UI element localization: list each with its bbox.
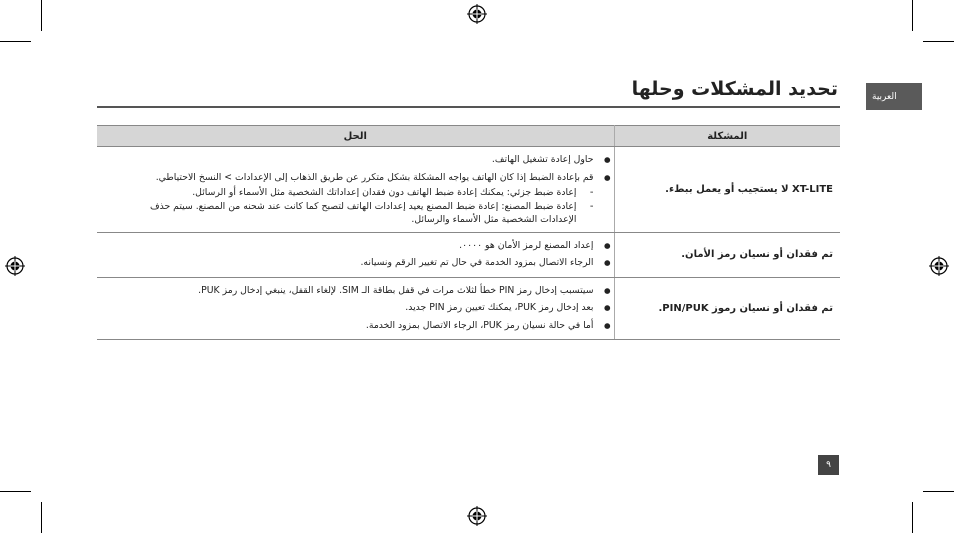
solution-cell xyxy=(97,232,614,277)
solution-list xyxy=(97,278,614,340)
crop-mark xyxy=(912,502,913,533)
list-item: ● بعد إدخال رمز PUK، يمكنك تعيين رمز PIN جديد. xyxy=(103,299,594,317)
table-row xyxy=(97,232,840,277)
solution-list xyxy=(97,147,614,232)
page-title: تحديد المشكلات وحلها xyxy=(631,78,838,100)
problem-cell: تم فقدان أو نسيان رموز PIN/PUK. xyxy=(614,277,840,340)
solution-column-header: الحل xyxy=(97,126,614,147)
list-item: الإعدادات الشخصية مثل الأسماء والرسائل. xyxy=(411,214,577,225)
list-item: ● إعداد المصنع لرمز الأمان هو ٠٠٠٠. xyxy=(103,237,594,255)
troubleshooting-table xyxy=(97,125,840,340)
problem-cell: تم فقدان أو نسيان رمز الأمان. xyxy=(614,232,840,277)
list-item: ● سيتسبب إدخال رمز PIN خطأ لثلاث مرات في قفل بطاقة الـ SIM. لإلغاء القفل، ينبغي إدخال رمز PUK. xyxy=(103,282,594,300)
list-item: - إعادة ضبط المصنع: إعادة ضبط المصنع يعيد إعدادات الهاتف لتصبح كما كانت عند شحنه من المصنع. سيتم حذف xyxy=(103,200,577,214)
crop-mark xyxy=(41,502,42,533)
table-row xyxy=(97,277,840,340)
list-item: ● قم بإعادة الضبط إذا كان الهاتف يواجه المشكلة بشكل متكرر عن طريق الذهاب إلى الإعدادات > النسخ الاحتياطي. xyxy=(103,169,594,187)
list-item: ● الرجاء الاتصال بمزود الخدمة في حال تم تغيير الرقم ونسيانه. xyxy=(103,254,594,272)
table-header-row xyxy=(97,126,840,147)
solution-cell xyxy=(97,277,614,340)
crop-mark xyxy=(923,41,954,42)
crop-mark xyxy=(0,41,31,42)
registration-mark-icon xyxy=(929,256,949,276)
registration-mark-icon xyxy=(5,256,25,276)
problem-column-header: المشكلة xyxy=(614,126,840,147)
list-item: ● أما في حالة نسيان رمز PUK، الرجاء الاتصال بمزود الخدمة. xyxy=(103,317,594,335)
page-number: ٩ xyxy=(818,455,839,475)
registration-mark-icon xyxy=(467,506,487,526)
list-item: - إعادة ضبط جزئي: يمكنك إعادة ضبط الهاتف دون فقدان إعداداتك الشخصية مثل الأسماء أو الرسائل. xyxy=(103,186,577,200)
problem-cell: XT-LITE لا يستجيب أو يعمل ببطء. xyxy=(614,147,840,233)
list-item: ● حاول إعادة تشغيل الهاتف. xyxy=(103,151,594,169)
crop-mark xyxy=(912,0,913,31)
crop-mark xyxy=(0,491,31,492)
crop-mark xyxy=(923,491,954,492)
language-tab: العربية xyxy=(866,83,922,110)
table-row xyxy=(97,147,840,233)
registration-mark-icon xyxy=(467,4,487,24)
title-divider xyxy=(97,106,840,108)
solution-list xyxy=(97,233,614,277)
crop-mark xyxy=(41,0,42,31)
solution-cell xyxy=(97,147,614,233)
